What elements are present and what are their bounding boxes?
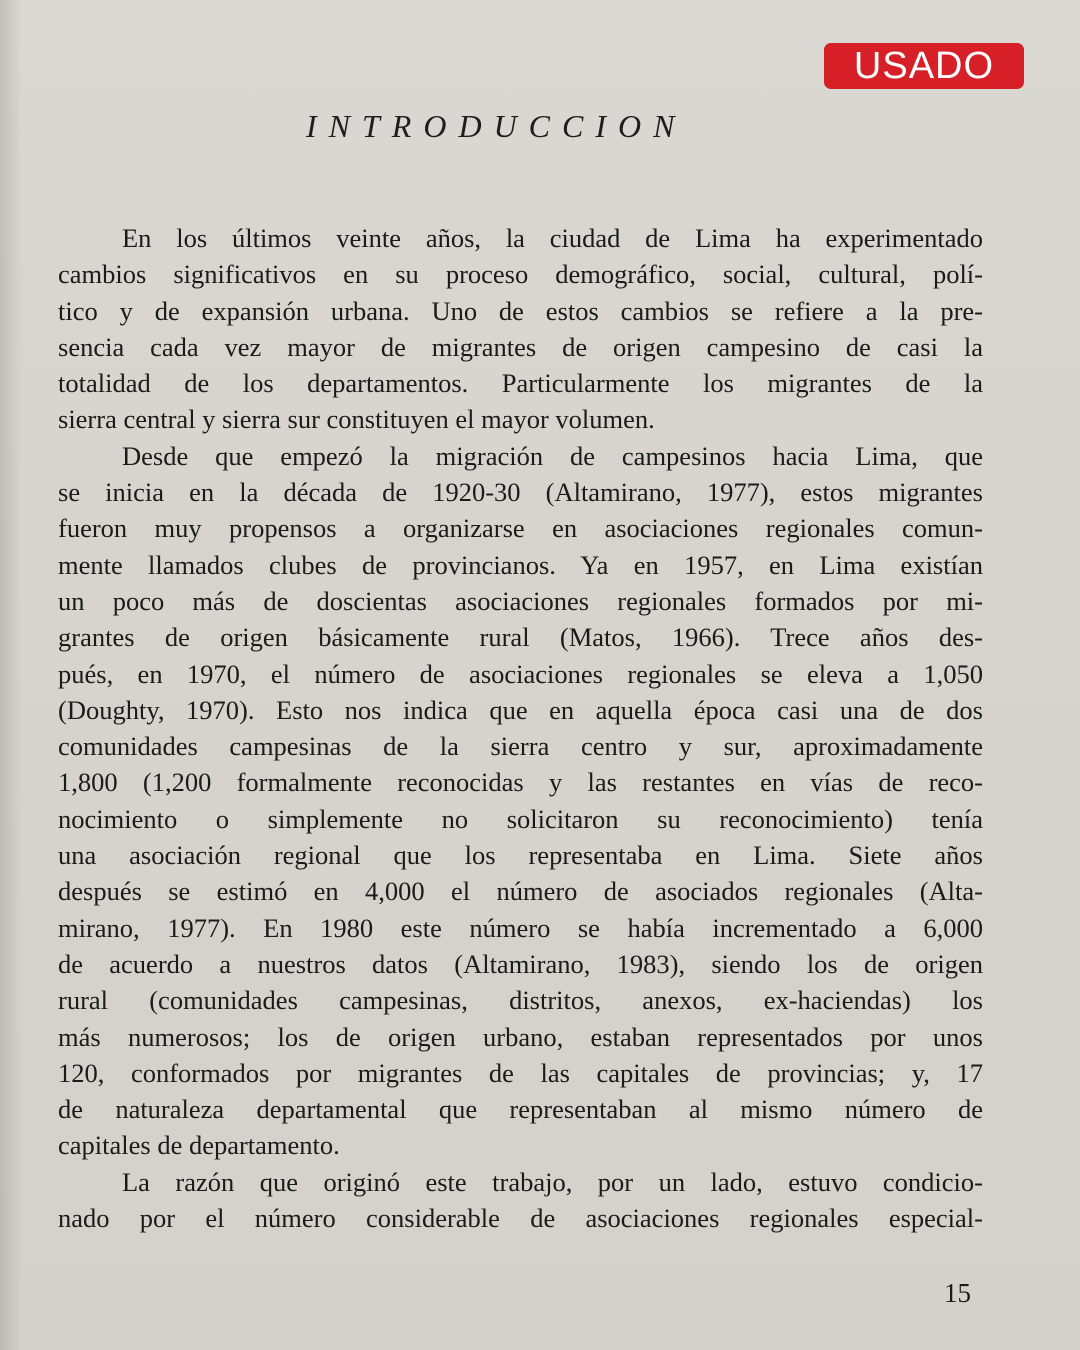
text-line: capitales de departamento. <box>58 1130 340 1161</box>
text-line: mente llamados clubes de provincianos. Ya en 1957, en Lima existían <box>58 549 983 580</box>
text-line: totalidad de los departamentos. Particularmente los migrantes de la <box>58 368 983 399</box>
text-line: de naturaleza departamental que representaban al mismo número de <box>58 1094 983 1125</box>
text-line: rural (comunidades campesinas, distritos, anexos, ex-haciendas) los <box>58 985 983 1016</box>
text-line: nado por el número considerable de asociaciones regionales especial- <box>58 1203 983 1234</box>
text-line: grantes de origen básicamente rural (Matos, 1966). Trece años des- <box>58 622 983 653</box>
text-line: En los últimos veinte años, la ciudad de Lima ha experimentado <box>122 223 983 253</box>
text-line: se inicia en la década de 1920-30 (Altamirano, 1977), estos migrantes <box>58 477 983 508</box>
page-number: 15 <box>944 1278 971 1308</box>
text-line: una asociación regional que los representaba en Lima. Siete años <box>58 840 983 871</box>
text-line: (Doughty, 1970). Esto nos indica que en aquella época casi una de dos <box>58 694 983 725</box>
text-line: más numerosos; los de origen urbano, estaban representados por unos <box>58 1021 983 1052</box>
text-line: 120, conformados por migrantes de las capitales de provincias; y, 17 <box>58 1057 983 1088</box>
text-line: fueron muy propensos a organizarse en asociaciones regionales comun- <box>58 513 983 544</box>
text-line: sencia cada vez mayor de migrantes de origen campesino de casi la <box>58 331 983 362</box>
text-line: después se estimó en 4,000 el número de asociados regionales (Alta- <box>58 876 983 907</box>
text-line: cambios significativos en su proceso demográfico, social, cultural, polí- <box>58 259 983 290</box>
chapter-heading: INTRODUCCION <box>306 108 687 144</box>
used-badge: USADO <box>824 43 1024 89</box>
text-line: Desde que empezó la migración de campesinos hacia Lima, que <box>122 440 983 471</box>
text-line: 1,800 (1,200 formalmente reconocidas y las restantes en vías de reco- <box>58 767 983 798</box>
text-line: mirano, 1977). En 1980 este número se había incrementado a 6,000 <box>58 912 983 943</box>
text-line: sierra central y sierra sur constituyen el mayor volumen. <box>58 404 655 435</box>
text-line: comunidades campesinas de la sierra centro y sur, aproximadamente <box>58 731 983 762</box>
text-line: un poco más de doscientas asociaciones regionales formados por mi- <box>58 585 983 616</box>
body-text <box>58 220 983 1236</box>
text-line: nocimiento o simplemente no solicitaron su reconocimiento) tenía <box>58 803 983 834</box>
text-line: pués, en 1970, el número de asociaciones regionales se eleva a 1,050 <box>58 658 983 689</box>
text-line: de acuerdo a nuestros datos (Altamirano, 1983), siendo los de origen <box>58 948 983 979</box>
text-line: La razón que originó este trabajo, por un lado, estuvo condicio- <box>122 1166 983 1197</box>
page-edge-shadow <box>0 0 22 1350</box>
text-line: tico y de expansión urbana. Uno de estos cambios se refiere a la pre- <box>58 295 983 326</box>
